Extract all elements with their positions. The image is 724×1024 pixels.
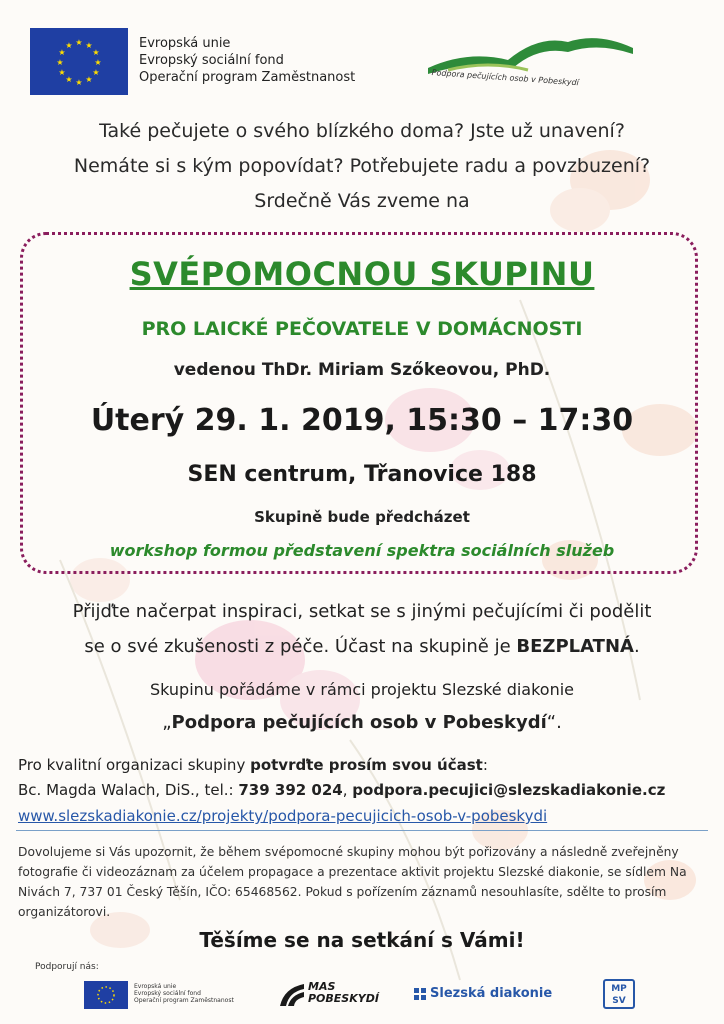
invite-period: . (633, 636, 640, 657)
quote-close: “. (546, 712, 562, 733)
event-date: Úterý 29. 1. 2019, 15:30 – 17:30 (90, 403, 634, 438)
mpsv-line-2: SV (612, 996, 626, 1006)
disclaimer-line-1: Dovolujeme si Vás upozornit, že během svépomocné skupiny mohou být pořizovány a následně zveřejněny (18, 845, 679, 859)
divider (16, 830, 708, 831)
eu-line-2: Evropský sociální fond (139, 53, 284, 68)
event-place: SEN centrum, Třanovice 188 (187, 462, 537, 487)
svg-text:★: ★ (94, 58, 102, 67)
svg-text:★: ★ (85, 41, 93, 50)
svg-text:★: ★ (56, 58, 64, 67)
event-headline: SVÉPOMOCNOU SKUPINU (129, 255, 595, 293)
intro-line-3: Srdečně Vás zveme na (254, 190, 470, 212)
svg-text:★: ★ (58, 68, 66, 77)
intro-line-1: Také pečujete o svého blízkého doma? Jste už unavení? (99, 120, 625, 142)
closing-line: Těšíme se na setkání s Vámi! (199, 928, 525, 952)
intro-line-2: Nemáte si s kým popovídat? Potřebujete radu a povzbuzení? (73, 155, 651, 177)
eu-small-line-2: Evropský sociální fond (134, 990, 201, 997)
rsvp-line (18, 756, 488, 774)
svg-text:★: ★ (92, 48, 100, 57)
invite-text: se o své zkušenosti z péče. Účast na skupině je (84, 636, 517, 657)
eu-logo-text (139, 35, 355, 86)
eu-line-1: Evropská unie (139, 36, 231, 51)
free-label: BEZPLATNÁ (516, 636, 634, 657)
slezska-diakonie-logo-text: Slezská diakonie (430, 986, 553, 1001)
organizer-project (0, 712, 724, 733)
event-subhead: PRO LAICKÉ PEČOVATELE V DOMÁCNOSTI (141, 318, 583, 340)
contact-line (18, 781, 665, 799)
project-logo-text: Podpora pečujících osob v Pobeskydí (431, 68, 580, 88)
organizer-line: Skupinu pořádáme v rámci projektu Slezské diakonie (149, 680, 575, 699)
mas-logo-text (308, 981, 379, 1005)
disclaimer-line-3: Nivách 7, 737 01 Český Těšín, IČO: 65468562. Pokud s pořízením záznamů nesouhlasíte, sdělte to prosím (18, 885, 667, 899)
eu-small-text (134, 983, 234, 1004)
event-leader: vedenou ThDr. Miriam Szőkeovou, PhD. (173, 360, 551, 380)
svg-text:★: ★ (85, 75, 93, 84)
svg-text:★: ★ (92, 68, 100, 77)
eu-small-line-3: Operační program Zaměstnanost (134, 997, 234, 1004)
invite-line-1: Přijďte načerpat inspiraci, setkat se s jinými pečujícími či podělit (72, 601, 652, 622)
eu-small-line-1: Evropská unie (134, 983, 177, 990)
contact-sep: , (342, 781, 353, 799)
supported-by-label: Podporují nás: (35, 962, 99, 972)
quote-open: „ (162, 712, 172, 733)
disclaimer-line-4: organizátorovi. (18, 905, 111, 919)
svg-text:★: ★ (75, 78, 83, 87)
mpsv-logo (603, 979, 635, 1009)
svg-text:★: ★ (65, 75, 73, 84)
mas-logo-icon (278, 980, 306, 1008)
project-name: Podpora pečujících osob v Pobeskydí (171, 712, 547, 733)
slezska-diakonie-icon (414, 988, 426, 1000)
svg-text:★: ★ (58, 48, 66, 57)
contact-email[interactable]: podpora.pecujici@slezskadiakonie.cz (352, 781, 666, 799)
eu-flag-icon (30, 28, 128, 95)
mas-line-2: POBESKYDÍ (308, 992, 379, 1005)
rsvp-confirm: potvrďte prosím svou účast (250, 756, 483, 774)
svg-text:★: ★ (75, 38, 83, 47)
rsvp-text: Pro kvalitní organizaci skupiny (18, 756, 251, 774)
svg-text:★: ★ (65, 41, 73, 50)
event-preceded-note: Skupině bude předcházet (254, 508, 470, 526)
project-web-link[interactable]: www.slezskadiakonie.cz/projekty/podpora-pecujicich-osob-v-pobeskydi (18, 807, 548, 825)
contact-phone[interactable]: 739 392 024 (238, 781, 343, 799)
invite-line-2 (0, 636, 724, 657)
eu-line-3: Operační program Zaměstnanost (139, 70, 356, 85)
disclaimer (18, 842, 713, 922)
eu-flag-small-icon (84, 981, 128, 1009)
mpsv-line-1: MP (611, 984, 627, 994)
rsvp-colon: : (482, 756, 488, 774)
event-workshop: workshop formou představení spektra sociálních služeb (109, 541, 615, 560)
disclaimer-line-2: fotografie či videozáznam za účelem propagace a prezentace aktivit projektu Slezské diakonie, se sídlem Na (18, 865, 687, 879)
contact-name: Bc. Magda Walach, DiS., tel.: (18, 781, 239, 799)
mas-line-1: MAS (308, 980, 336, 993)
